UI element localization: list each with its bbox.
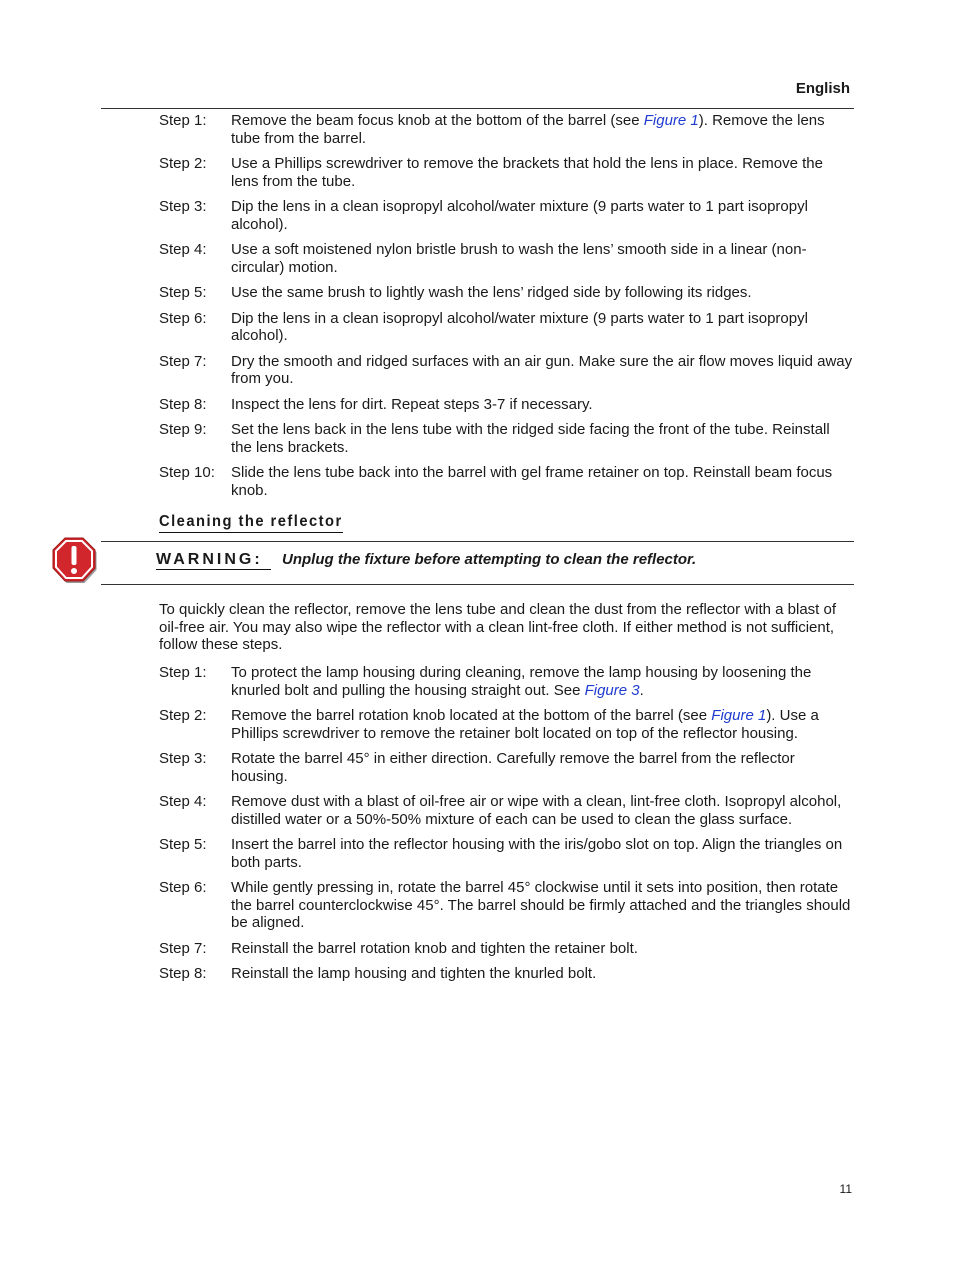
step-text [231,879,854,932]
warning-label: WARNING: [156,551,271,570]
warning-stop-icon [51,536,97,584]
step-item [159,421,854,456]
step-label: Step 5: [159,836,207,853]
step-text-segment: . [639,681,644,699]
step-text [231,241,854,276]
step-text-segment: While gently pressing in, rotate the barrel 45° clockwise until it sets into position, then rotate the barrel counterclockwise 45°. The barrel should be firmly attached and the triangles should be aligned. [231,879,851,931]
step-label: Step 6: [159,309,207,327]
step-label: Step 4: [159,793,207,810]
header-rule [101,108,854,109]
step-label: Step 5: [159,284,207,301]
step-text [231,396,854,414]
step-item [159,940,854,958]
step-label: Step 2: [159,707,207,724]
step-label: Step 6: [159,879,207,896]
step-text [231,750,854,785]
step-text-segment: Inspect the lens for dirt. Repeat steps 3-7 if necessary. [231,395,593,413]
step-item [159,284,854,302]
step-item [159,241,854,276]
step-label: Step 1: [159,664,207,681]
step-text-segment: Dip the lens in a clean isopropyl alcohol/water mixture (9 parts water to 1 part isopropyl alcohol). [231,309,808,344]
step-label: Step 1: [159,112,207,129]
step-item [159,155,854,190]
step-text [231,112,854,147]
step-item [159,353,854,388]
step-text [231,353,854,388]
step-item [159,112,854,147]
step-item [159,965,854,983]
step-label: Step 8: [159,965,207,982]
step-item [159,464,854,499]
step-text-segment: Use the same brush to lightly wash the lens’ ridged side by following its ridges. [231,284,752,301]
step-text-segment: Rotate the barrel 45° in either direction. Carefully remove the barrel from the reflector housing. [231,750,795,785]
step-label: Step 3: [159,198,207,215]
step-text [231,965,854,983]
step-label: Step 8: [159,395,207,413]
step-text-segment: Remove the beam focus knob at the bottom of the barrel (see [231,112,644,129]
step-text-segment: To protect the lamp housing during cleaning, remove the lamp housing by loosening the knurled bolt and pulling the housing straight out. See [231,664,812,699]
section-title-cleaning-reflector: Cleaning the reflector [159,513,343,533]
step-text-segment: Reinstall the barrel rotation knob and tighten the retainer bolt. [231,939,638,957]
step-item [159,396,854,414]
step-item [159,707,854,742]
reflector-cleaning-steps [159,664,854,983]
step-item [159,664,854,699]
step-text [231,464,854,499]
step-label: Step 3: [159,750,207,767]
step-text [231,310,854,345]
step-text [231,284,854,302]
step-text [231,707,854,742]
step-item [159,879,854,932]
step-text [231,793,854,828]
page-number: 11 [839,1182,852,1196]
step-label: Step 10: [159,464,215,481]
step-text [231,198,854,233]
step-label: Step 4: [159,241,207,258]
reflector-intro-paragraph: To quickly clean the reflector, remove the lens tube and clean the dust from the reflector with a blast of oil-free air. You may also wipe the reflector with a clean lint-free cloth. If either method is not sufficient, follow these steps. [159,601,837,653]
step-text-segment: ). Remove the lens tube from the barrel. [231,112,825,147]
step-text [231,940,854,958]
warning-top-rule [101,541,854,542]
step-text-segment: ). Use a Phillips screwdriver to remove the retainer bolt located on top of the reflector housing. [231,707,819,742]
step-item [159,198,854,233]
step-label: Step 7: [159,352,207,370]
step-text-segment: Use a soft moistened nylon bristle brush to wash the lens’ smooth side in a linear (non-circular) motion. [231,241,807,276]
step-text-segment: Dry the smooth and ridged surfaces with an air gun. Make sure the air flow moves liquid away from you. [231,352,853,387]
step-text-segment: Slide the lens tube back into the barrel with gel frame retainer on top. Reinstall beam focus knob. [231,464,833,499]
step-item [159,836,854,871]
step-text-segment: Reinstall the lamp housing and tighten the knurled bolt. [231,965,597,982]
step-item [159,793,854,828]
step-text [231,664,854,699]
step-text [231,421,854,456]
warning-bottom-rule [101,584,854,585]
figure-link[interactable]: Figure 3 [584,681,640,699]
step-text [231,836,854,871]
step-text-segment: Insert the barrel into the reflector housing with the iris/gobo slot on top. Align the triangles on both parts. [231,836,843,871]
warning-text: Unplug the fixture before attempting to clean the reflector. [282,551,697,568]
step-label: Step 7: [159,939,207,957]
language-label: English [795,80,850,97]
step-text-segment: Remove dust with a blast of oil-free air or wipe with a clean, lint-free cloth. Isopropyl alcohol, distilled water or a 50%-50% mixture of each can be used to clean the glass surface. [231,793,842,828]
step-text-segment: Remove the barrel rotation knob located at the bottom of the barrel (see [231,707,712,724]
step-label: Step 9: [159,421,207,438]
step-text-segment: Set the lens back in the lens tube with the ridged side facing the front of the tube. Reinstall the lens brackets. [231,421,830,456]
step-text [231,155,854,190]
step-text-segment: Use a Phillips screwdriver to remove the brackets that hold the lens in place. Remove the lens from the tube. [231,155,823,190]
step-label: Step 2: [159,155,207,172]
step-item [159,310,854,345]
figure-link[interactable]: Figure 1 [643,112,699,129]
step-item [159,750,854,785]
lens-cleaning-steps [159,112,854,499]
step-text-segment: Dip the lens in a clean isopropyl alcohol/water mixture (9 parts water to 1 part isopropyl alcohol). [231,198,808,233]
figure-link[interactable]: Figure 1 [711,707,767,724]
